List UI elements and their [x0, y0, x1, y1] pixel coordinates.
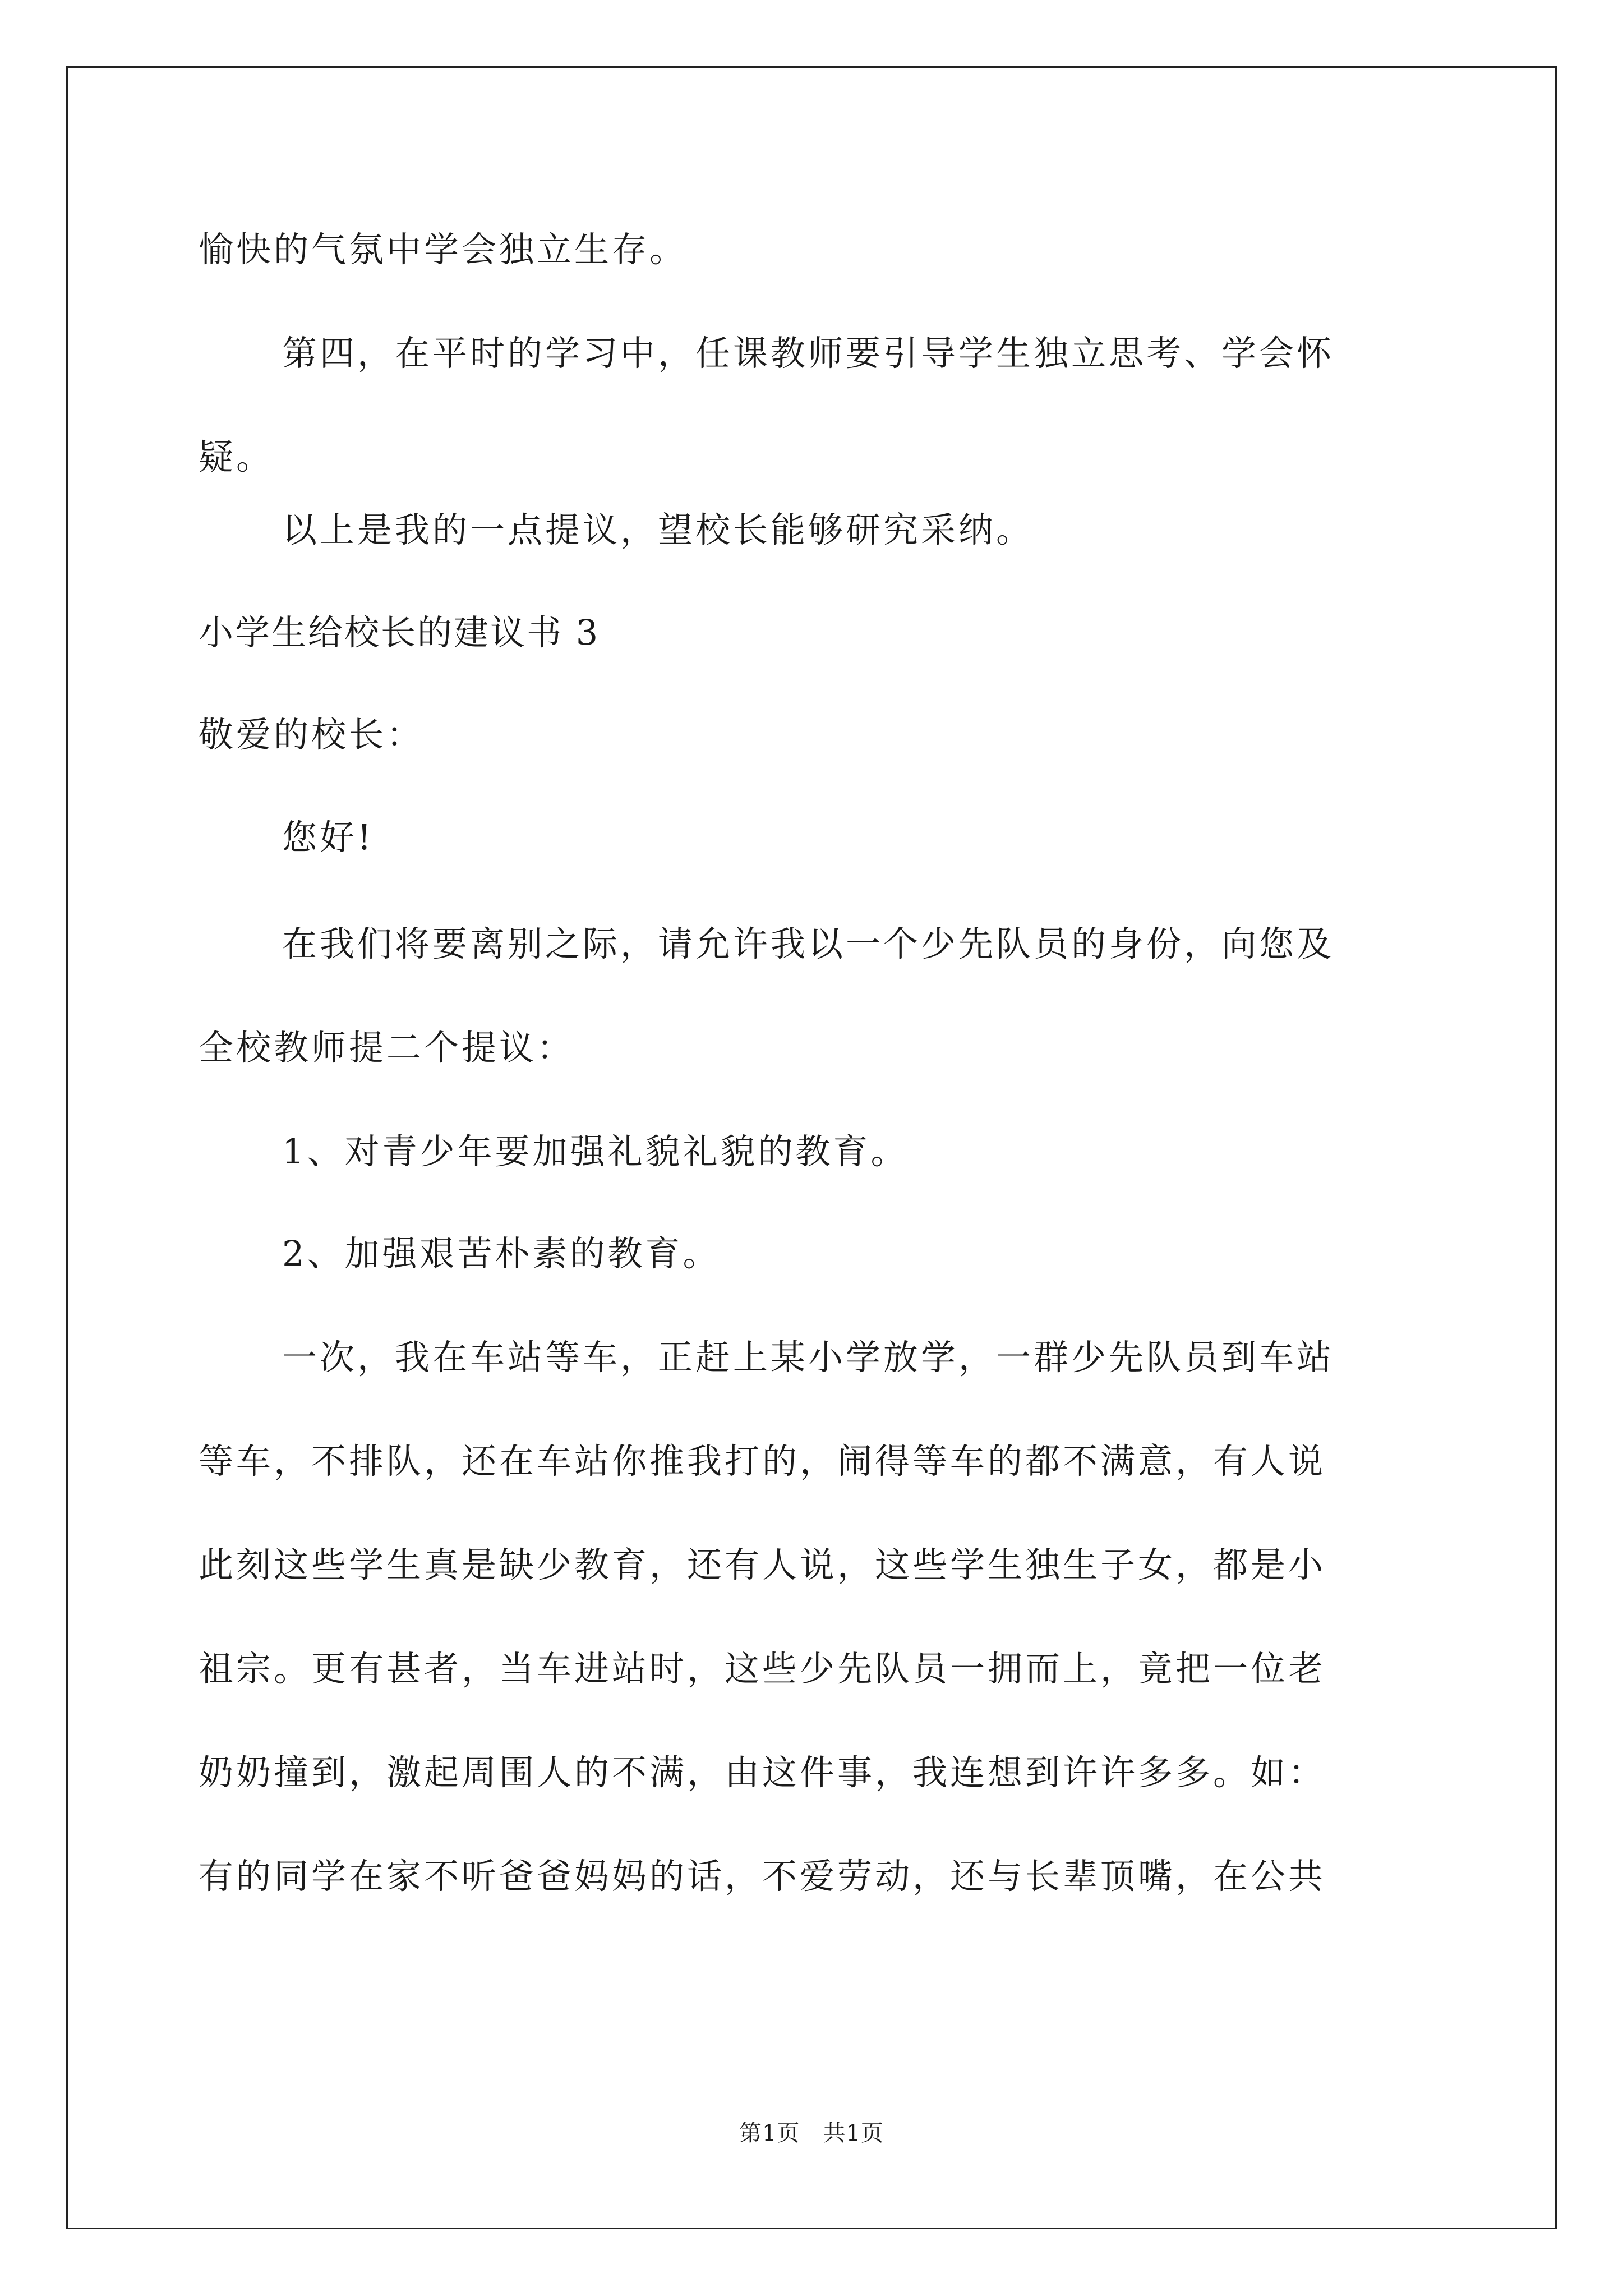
paragraph-line: 以上是我的一点提议，望校长能够研究采纳。 [282, 509, 1034, 550]
list-item: 1、对青少年要加强礼貌礼貌的教育。 [282, 1131, 909, 1172]
paragraph-line: 一次，我在车站等车，正赶上某小学放学，一群少先队员到车站 [282, 1337, 1335, 1378]
list-item: 2、加强艰苦朴素的教育。 [282, 1233, 721, 1274]
salutation: 敬爱的校长： [199, 714, 425, 755]
page-number-footer: 第1页 共1页 [739, 2120, 884, 2146]
paragraph-line: 祖宗。更有甚者，当车进站时，这些少先队员一拥而上，竟把一位老 [199, 1648, 1326, 1689]
paragraph-line: 奶奶撞到，激起周围人的不满，由这件事，我连想到许许多多。如： [199, 1752, 1326, 1793]
paragraph-line: 第四，在平时的学习中，任课教师要引导学生独立思考、学会怀 [282, 333, 1335, 374]
paragraph-line: 全校教师提二个提议： [199, 1027, 575, 1068]
section-heading: 小学生给校长的建议书 3 [199, 612, 600, 653]
paragraph-line: 等车，不排队，还在车站你推我打的，闹得等车的都不满意，有人说 [199, 1441, 1326, 1481]
paragraph-line: 此刻这些学生真是缺少教育，还有人说，这些学生独生子女，都是小 [199, 1544, 1326, 1585]
paragraph-line: 愉快的气氛中学会独立生存。 [199, 229, 688, 270]
paragraph-line: 在我们将要离别之际，请允许我以一个少先队员的身份，向您及 [282, 923, 1335, 964]
paragraph-line: 有的同学在家不听爸爸妈妈的话，不爱劳动，还与长辈顶嘴，在公共 [199, 1856, 1326, 1897]
paragraph-line: 疑。 [199, 436, 274, 477]
greeting: 您好! [282, 817, 374, 858]
